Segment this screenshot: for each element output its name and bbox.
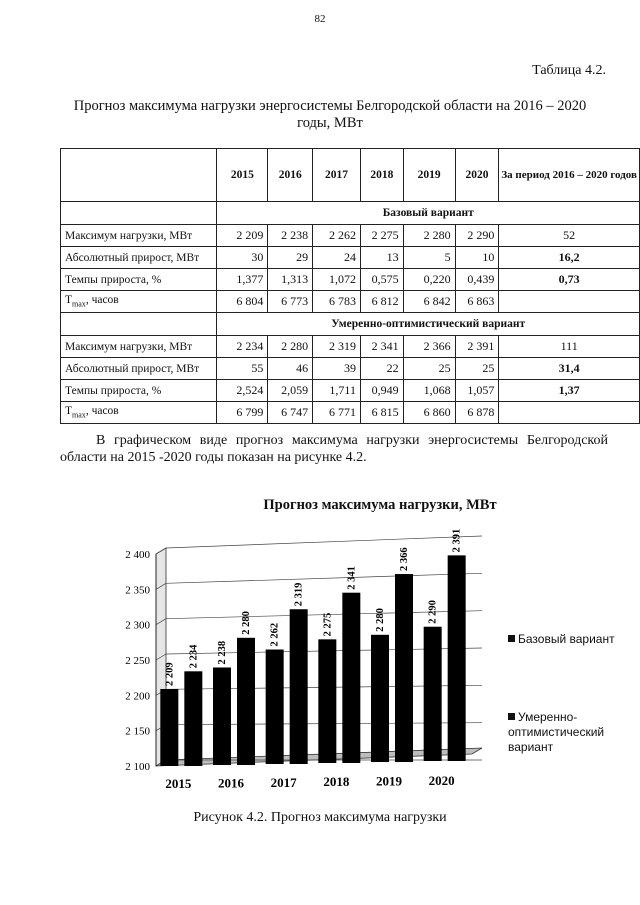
cell-value: 46 <box>268 358 313 380</box>
bar-base-2017 <box>266 650 284 764</box>
header-year-2019: 2019 <box>403 149 455 202</box>
header-blank-cell <box>61 149 217 202</box>
gridline <box>166 573 482 583</box>
cell-value: 5 <box>403 247 455 269</box>
table-row <box>61 380 640 402</box>
tmax-subscript: max <box>72 299 86 309</box>
forecast-table <box>60 148 640 424</box>
x-tick-label-2019: 2019 <box>376 773 402 789</box>
x-tick-label-2017: 2017 <box>270 774 297 790</box>
bar-optimistic-2019 <box>395 574 413 762</box>
bar-optimistic-2017 <box>290 609 308 764</box>
section-blank-cell <box>61 313 217 336</box>
cell-value: 1,313 <box>268 269 313 291</box>
cell-value: 6 812 <box>360 291 403 313</box>
row-label: Максимум нагрузки, МВт <box>61 336 217 358</box>
cell-period <box>499 402 640 424</box>
cell-value: 29 <box>268 247 313 269</box>
bar-base-2020 <box>424 627 442 761</box>
header-year-2018: 2018 <box>360 149 403 202</box>
cell-value: 10 <box>455 247 499 269</box>
data-label: 2 238 <box>217 640 228 665</box>
cell-value: 2 280 <box>403 225 455 247</box>
cell-value: 2 234 <box>217 336 268 358</box>
table-header-row <box>61 149 640 202</box>
data-label: 2 341 <box>346 566 358 590</box>
cell-value: 2 238 <box>268 225 313 247</box>
bar-base-2018 <box>318 639 336 763</box>
cell-value: 25 <box>403 358 455 380</box>
bar-base-2019 <box>371 635 389 762</box>
bar-optimistic-2020 <box>448 555 466 761</box>
table-label: Таблица 4.2. <box>532 63 606 78</box>
legend-swatch-base <box>508 635 515 642</box>
figure-caption: Рисунок 4.2. Прогноз максимума нагрузки <box>193 810 447 825</box>
row-label: Абсолютный прирост, МВт <box>61 247 217 269</box>
cell-value: 22 <box>360 358 403 380</box>
section-blank-cell <box>61 202 217 225</box>
row-label: Темпы прироста, % <box>61 380 217 402</box>
header-year-2015: 2015 <box>217 149 268 202</box>
cell-value: 2 209 <box>217 225 268 247</box>
table-row <box>61 269 640 291</box>
legend-item-optimistic <box>508 710 618 755</box>
cell-value: 6 771 <box>313 402 361 424</box>
section-row <box>61 202 640 225</box>
cell-value: 55 <box>217 358 268 380</box>
bar-base-2015 <box>160 689 178 766</box>
bar-optimistic-2016 <box>237 638 255 765</box>
cell-value: 6 804 <box>217 291 268 313</box>
row-label: Максимум нагрузки, МВт <box>61 225 217 247</box>
cell-value: 2 262 <box>313 225 361 247</box>
cell-value: 2 280 <box>268 336 313 358</box>
cell-period: 31,4 <box>499 358 640 380</box>
section-row <box>61 313 640 336</box>
cell-value: 2 366 <box>403 336 455 358</box>
cell-period: 0,73 <box>499 269 640 291</box>
cell-value: 6 815 <box>360 402 403 424</box>
header-period: За период 2016 – 2020 годов <box>499 149 640 202</box>
bar-optimistic-2015 <box>184 671 202 766</box>
cell-period: 1,37 <box>499 380 640 402</box>
gridline <box>166 536 482 548</box>
cell-period <box>499 291 640 313</box>
cell-value: 2 391 <box>455 336 499 358</box>
cell-value: 6 747 <box>268 402 313 424</box>
cell-value: 6 860 <box>403 402 455 424</box>
bar-base-2016 <box>213 667 231 765</box>
bar-optimistic-2018 <box>342 593 360 763</box>
cell-value: 2,524 <box>217 380 268 402</box>
table-title: Прогноз максимума нагрузки энергосистемы Белгородской области на 2016 – 2020 годы, МВт <box>73 98 587 131</box>
data-label: 2 262 <box>269 622 281 647</box>
header-year-2016: 2016 <box>268 149 313 202</box>
data-label: 2 366 <box>399 547 410 572</box>
y-tick-label: 2 200 <box>125 690 150 703</box>
x-tick-label-2016: 2016 <box>218 775 244 791</box>
legend-item-base <box>508 632 615 647</box>
row-label: $T_{max}$, часов <box>61 291 217 313</box>
chart-title: Прогноз максимума нагрузки, МВт <box>263 497 497 513</box>
header-year-2020: 2020 <box>455 149 499 202</box>
cell-value: 0,575 <box>360 269 403 291</box>
y-tick-label: 2 350 <box>125 584 150 597</box>
y-tick-label: 2 300 <box>125 619 150 632</box>
cell-period: 16,2 <box>499 247 640 269</box>
y-tick-label: 2 150 <box>125 725 150 738</box>
cell-value: 30 <box>217 247 268 269</box>
y-tick-label: 2 100 <box>125 761 150 773</box>
cell-value: 1,072 <box>313 269 361 291</box>
data-label: 2 319 <box>293 582 305 607</box>
body-paragraph: В графическом виде прогноз максимума нагрузки энергосистемы Белгородской области на 2015 -2020 годы показан на рисунке 4.2. <box>60 433 608 465</box>
legend-swatch-optimistic <box>508 713 515 720</box>
cell-period: 52 <box>499 225 640 247</box>
row-label: Абсолютный прирост, МВт <box>61 358 217 380</box>
legend-label-base: Базовый вариант <box>518 632 615 646</box>
legend-label-optimistic: Умеренно-оптимистический вариант <box>508 710 605 754</box>
cell-value: 2 341 <box>360 336 403 358</box>
table-row <box>61 336 640 358</box>
load-forecast-chart <box>100 520 520 810</box>
header-year-2017: 2017 <box>313 149 361 202</box>
x-tick-label-2018: 2018 <box>323 774 350 790</box>
table-row <box>61 358 640 380</box>
cell-value: 6 842 <box>403 291 455 313</box>
x-tick-label-2020: 2020 <box>428 773 455 788</box>
cell-value: 1,057 <box>455 380 499 402</box>
cell-value: 6 878 <box>455 402 499 424</box>
data-label: 2 234 <box>188 644 200 669</box>
section-title: Базовый вариант <box>217 202 640 225</box>
cell-value: 25 <box>455 358 499 380</box>
cell-value: 6 783 <box>313 291 361 313</box>
cell-value: 0,949 <box>360 380 403 402</box>
y-tick-label: 2 250 <box>125 655 150 667</box>
cell-value: 2,059 <box>268 380 313 402</box>
cell-value: 0,439 <box>455 269 499 291</box>
table-row <box>61 402 640 424</box>
row-label: Темпы прироста, % <box>61 269 217 291</box>
table-row <box>61 247 640 269</box>
cell-value: 6 799 <box>217 402 268 424</box>
cell-value: 6 863 <box>455 291 499 313</box>
cell-value: 1,711 <box>313 380 361 402</box>
x-tick-label-2015: 2015 <box>165 776 192 791</box>
row-label: $T_{max}$, часов <box>61 402 217 424</box>
cell-value: 2 275 <box>360 225 403 247</box>
data-label: 2 391 <box>451 528 463 553</box>
cell-value: 2 319 <box>313 336 361 358</box>
table-row <box>61 225 640 247</box>
cell-value: 0,220 <box>403 269 455 291</box>
cell-value: 1,377 <box>217 269 268 291</box>
cell-value: 6 773 <box>268 291 313 313</box>
table-row <box>61 291 640 313</box>
data-label: 2 275 <box>322 612 334 637</box>
data-label: 2 290 <box>427 600 439 624</box>
data-label: 2 280 <box>375 608 386 632</box>
cell-value: 39 <box>313 358 361 380</box>
cell-value: 1,068 <box>403 380 455 402</box>
y-tick-label: 2 400 <box>125 549 150 561</box>
cell-value: 24 <box>313 247 361 269</box>
data-label: 2 209 <box>164 662 176 686</box>
data-label: 2 280 <box>241 611 252 635</box>
tmax-subscript: max <box>72 410 86 420</box>
cell-value: 2 290 <box>455 225 499 247</box>
cell-period: 111 <box>499 336 640 358</box>
page-number: 82 <box>314 13 326 25</box>
section-title: Умеренно-оптимистический вариант <box>217 313 640 336</box>
cell-value: 13 <box>360 247 403 269</box>
